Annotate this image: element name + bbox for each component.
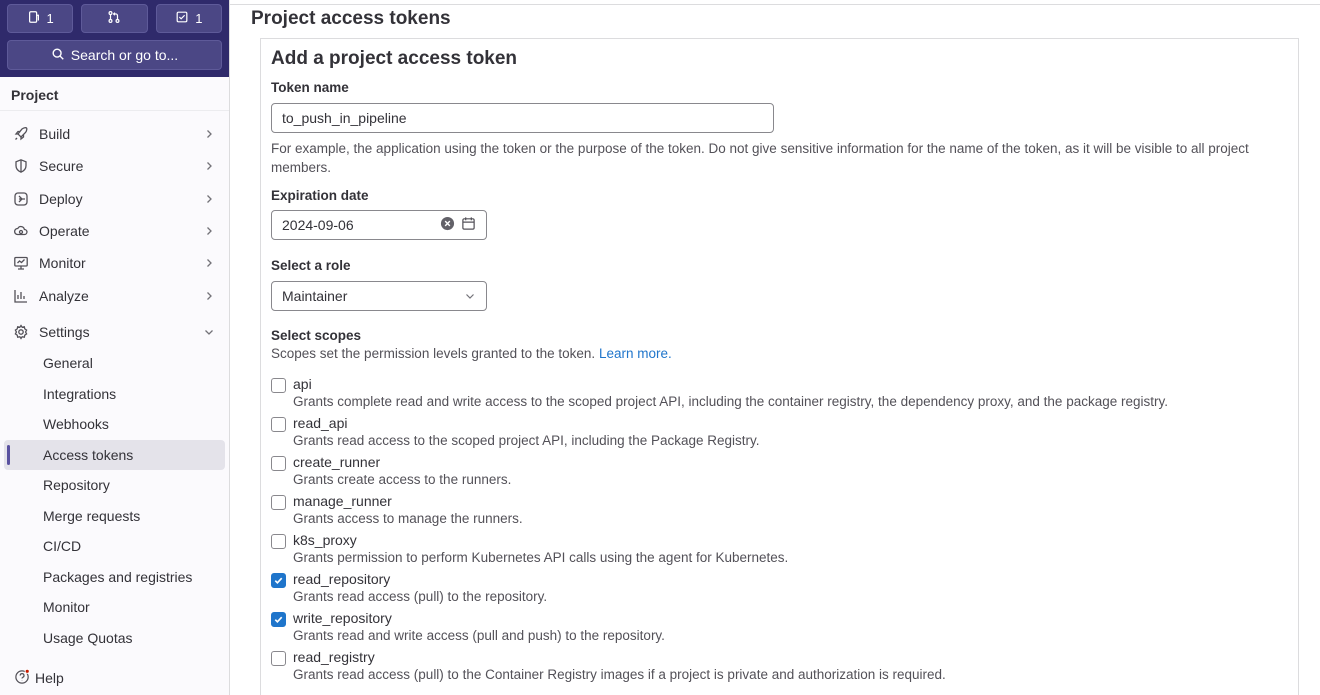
sidebar-item-analyze[interactable] — [0, 279, 229, 311]
main-content — [230, 0, 1320, 695]
issues-count: 1 — [46, 11, 54, 26]
sidebar-subitem-webhooks[interactable]: Webhooks — [43, 416, 109, 433]
scope-item — [271, 491, 1271, 527]
search-button[interactable] — [7, 40, 222, 70]
token-name-help: For example, the application using the token or the purpose of the token. Do not give sensitive information for the name of the token, as it will be visible to all project members. — [271, 141, 1249, 175]
settings-submenu — [0, 348, 229, 653]
chevron-right-icon — [203, 128, 215, 140]
scope-name: manage_runner — [293, 493, 392, 509]
form-title: Add a project access token — [271, 48, 518, 69]
scope-description: Grants read access (pull) to the repository. — [293, 589, 548, 604]
merge-request-icon — [107, 10, 121, 27]
scope-name: read_api — [293, 415, 348, 431]
scope-description: Grants create access to the runners. — [293, 472, 512, 487]
chevron-right-icon — [203, 225, 215, 237]
scope-checkbox-create-runner[interactable] — [271, 456, 286, 471]
learn-more-link[interactable]: Learn more. — [598, 346, 672, 361]
scopes-help-text: Scopes set the permission levels granted to the token. — [271, 346, 596, 361]
scope-description: Grants access to manage the runners. — [293, 511, 523, 526]
scope-checkbox-api[interactable] — [271, 378, 286, 393]
chevron-right-icon — [203, 290, 215, 302]
scopes-label: Select scopes — [271, 328, 362, 343]
sidebar-nav — [0, 111, 229, 653]
scope-item — [271, 608, 1271, 644]
scope-name: api — [293, 376, 312, 392]
sidebar-item-label: Operate — [39, 223, 90, 240]
sidebar — [0, 0, 230, 695]
sidebar-subitem-usage-quotas[interactable]: Usage Quotas — [43, 629, 133, 646]
merge-requests-count-button[interactable] — [81, 4, 147, 33]
sidebar-header — [0, 0, 229, 77]
search-icon — [51, 47, 65, 64]
clear-date-icon[interactable] — [434, 216, 455, 234]
expiration-date-value: 2024-09-06 — [282, 217, 354, 233]
sidebar-subitem-repository[interactable]: Repository — [43, 477, 110, 494]
scope-checkbox-write-repository[interactable] — [271, 612, 286, 627]
scope-name: write_repository — [293, 610, 392, 626]
calendar-icon[interactable] — [455, 216, 476, 234]
sidebar-item-label: Settings — [39, 323, 90, 340]
sidebar-subitem-merge-requests[interactable]: Merge requests — [43, 507, 141, 524]
token-name-label: Token name — [271, 80, 349, 95]
chevron-right-icon — [203, 160, 215, 172]
role-value: Maintainer — [282, 288, 348, 304]
chevron-down-icon — [464, 290, 476, 302]
rocket-icon — [13, 126, 29, 142]
sidebar-item-monitor[interactable] — [0, 247, 229, 279]
scope-item — [271, 647, 1271, 683]
sidebar-item-secure[interactable] — [0, 150, 229, 182]
chevron-right-icon — [203, 193, 215, 205]
scope-item — [271, 374, 1271, 410]
scopes-list — [271, 374, 1271, 683]
scope-description: Grants read access to the scoped project API, including the Package Registry. — [293, 433, 760, 448]
scope-checkbox-read-api[interactable] — [271, 417, 286, 432]
sidebar-subitem-packages-registries[interactable]: Packages and registries — [43, 568, 193, 585]
sidebar-subitem-monitor[interactable]: Monitor — [43, 599, 90, 616]
scope-description: Grants complete read and write access to the scoped project API, including the container registry, the dependency proxy, and the package registry. — [293, 394, 1168, 409]
top-divider — [230, 4, 1320, 5]
gear-icon — [13, 324, 29, 340]
scope-name: read_registry — [293, 649, 375, 665]
role-select[interactable] — [271, 281, 487, 311]
scope-name: create_runner — [293, 454, 381, 470]
sidebar-section-label: Project — [0, 77, 229, 111]
scope-item — [271, 569, 1271, 605]
todo-icon — [175, 10, 189, 27]
check-icon — [273, 575, 284, 586]
sidebar-item-settings[interactable] — [0, 316, 229, 348]
sidebar-item-label: Analyze — [39, 287, 89, 304]
scope-checkbox-read-repository[interactable] — [271, 573, 286, 588]
scope-description: Grants read access (pull) to the Container Registry images if a project is private and authorization is required. — [293, 667, 946, 682]
expiration-date-input[interactable] — [271, 210, 487, 240]
scope-item — [271, 413, 1271, 449]
sidebar-subitem-integrations[interactable]: Integrations — [43, 385, 117, 402]
scope-checkbox-k8s-proxy[interactable] — [271, 534, 286, 549]
sidebar-item-label: Monitor — [39, 255, 86, 272]
cloud-icon — [13, 223, 29, 239]
sidebar-item-build[interactable] — [0, 118, 229, 150]
todos-count: 1 — [195, 11, 203, 26]
role-label: Select a role — [271, 258, 351, 273]
sidebar-item-operate[interactable] — [0, 215, 229, 247]
scope-checkbox-manage-runner[interactable] — [271, 495, 286, 510]
sidebar-subitem-ci-cd[interactable]: CI/CD — [43, 538, 82, 555]
issues-icon — [27, 10, 41, 27]
chevron-down-icon — [203, 326, 215, 338]
expiration-date-label: Expiration date — [271, 188, 369, 203]
sidebar-item-label: Build — [39, 126, 71, 143]
scope-name: k8s_proxy — [293, 532, 357, 548]
scope-description: Grants permission to perform Kubernetes API calls using the agent for Kubernetes. — [293, 550, 789, 565]
shield-icon — [13, 158, 29, 174]
scope-name: read_repository — [293, 571, 391, 587]
scope-description: Grants read and write access (pull and push) to the repository. — [293, 628, 665, 643]
sidebar-item-deploy[interactable] — [0, 183, 229, 215]
scope-checkbox-read-registry[interactable] — [271, 651, 286, 666]
search-label: Search or go to... — [70, 47, 179, 63]
sidebar-item-label: Deploy — [39, 190, 83, 207]
help-label: Help — [35, 670, 64, 686]
monitor-icon — [13, 255, 29, 271]
sidebar-subitem-access-tokens[interactable]: Access tokens — [4, 440, 225, 471]
sidebar-subitem-general[interactable]: General — [43, 355, 93, 372]
help-icon — [14, 668, 31, 688]
help-button[interactable] — [14, 668, 64, 688]
chevron-right-icon — [203, 257, 215, 269]
counts-row — [7, 4, 222, 33]
sidebar-item-label: Secure — [39, 158, 84, 175]
scopes-help — [271, 344, 1261, 363]
issues-count-button[interactable] — [7, 4, 73, 33]
deploy-icon — [13, 191, 29, 207]
token-name-input[interactable]: to_push_in_pipeline — [271, 103, 774, 133]
chart-icon — [13, 288, 29, 304]
scope-item — [271, 452, 1271, 488]
check-icon — [273, 614, 284, 625]
scope-item — [271, 530, 1271, 566]
page-title: Project access tokens — [251, 8, 451, 29]
todos-count-button[interactable] — [156, 4, 222, 33]
add-token-form — [271, 48, 1271, 686]
